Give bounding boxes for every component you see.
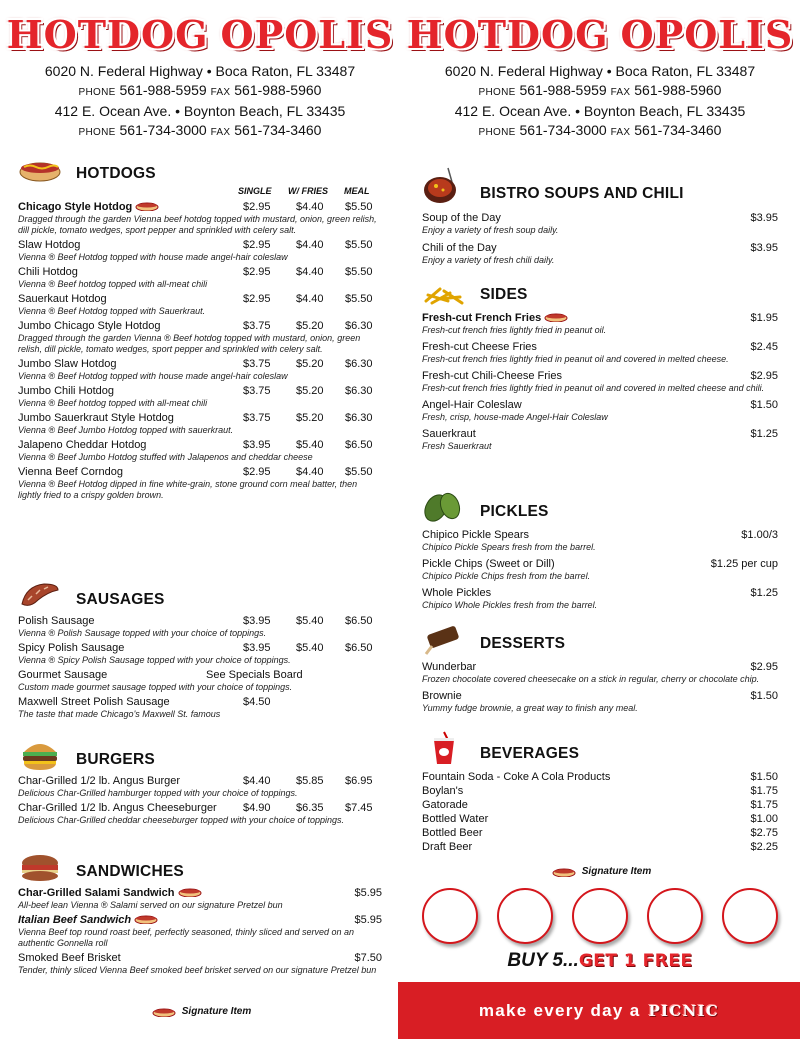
- item-description: Fresh, crisp, house-made Angel-Hair Coleslaw: [422, 412, 608, 422]
- logo-word-2: OPOLIS: [220, 11, 394, 57]
- item-name: Fresh-cut French Fries: [422, 312, 542, 324]
- item-price: $1.25 per cup: [710, 558, 778, 570]
- item-description: Fresh-cut french fries lightly fried in peanut oil and covered in melted cheese.: [422, 354, 729, 364]
- item-description: Vienna ® Beef Jumbo Hotdog topped with sauerkraut.: [18, 425, 234, 435]
- item-name: Gourmet Sausage: [18, 669, 108, 681]
- item-price: $3.95: [750, 242, 778, 254]
- item-price-p3: $5.50: [345, 466, 373, 478]
- logo-word-1: HOTDOG: [6, 11, 209, 57]
- menu-item: [18, 320, 382, 355]
- menu-item: [18, 266, 382, 290]
- item-name: Smoked Beef Brisket: [18, 952, 121, 964]
- item-name: Maxwell Street Polish Sausage: [18, 696, 170, 708]
- menu-item: [18, 914, 382, 949]
- punch-circle: [722, 888, 778, 944]
- menu-item: [18, 887, 382, 911]
- item-price-p1: $4.40: [243, 775, 271, 787]
- item-description: Yummy fudge brownie, a great way to finish any meal.: [422, 703, 638, 713]
- menu-item: [422, 558, 778, 582]
- brand-logo: [406, 0, 794, 62]
- section-burgers: [18, 738, 382, 826]
- item-price-p2: $5.40: [296, 439, 324, 451]
- logo-word-2: OPOLIS: [620, 11, 794, 57]
- item-price-p3: $5.50: [345, 293, 373, 305]
- punch-card: [422, 888, 778, 944]
- item-name: Jumbo Chili Hotdog: [18, 385, 114, 397]
- menu-item: [422, 661, 778, 685]
- beverage-item: [422, 826, 778, 840]
- banner-text: make every day a: [478, 1000, 641, 1020]
- pickle-icon: [422, 490, 466, 524]
- beverage-item: [422, 840, 778, 854]
- section-title: DESSERTS: [480, 635, 566, 652]
- section-soups: [422, 162, 778, 266]
- item-description: Tender, thinly sliced Vienna Beef smoked beef brisket served on our signature Pretzel bun: [18, 965, 377, 975]
- item-name: Vienna Beef Corndog: [18, 466, 123, 478]
- item-description: Chipico Pickle Chips fresh from the barrel.: [422, 571, 591, 581]
- item-name: Jumbo Sauerkraut Style Hotdog: [18, 412, 174, 424]
- menu-item: [18, 439, 382, 463]
- address-line-2: 412 E. Ocean Ave. • Boynton Beach, FL 33435: [454, 103, 746, 119]
- item-price-p1: $2.95: [243, 266, 271, 278]
- item-price-p2: $4.40: [296, 466, 324, 478]
- item-price-p1: $3.75: [243, 320, 271, 332]
- brand-logo: [6, 0, 394, 62]
- menu-item: [18, 385, 382, 409]
- section-sides: [422, 277, 778, 452]
- section-desserts: [422, 622, 778, 714]
- section-sausages: [18, 578, 382, 720]
- item-price-p2: $5.40: [296, 642, 324, 654]
- item-description: Enjoy a variety of fresh soup daily.: [422, 225, 559, 235]
- signature-legend-right: Signature Item: [400, 866, 800, 877]
- item-price-p1: $2.95: [243, 239, 271, 251]
- menu-item: [422, 399, 778, 423]
- item-price: $1.00: [750, 813, 778, 825]
- contact-line-1: PHONE 561-988-5959 FAX 561-988-5960: [478, 81, 722, 98]
- item-price: $2.25: [750, 841, 778, 853]
- item-price-p1: $3.75: [243, 412, 271, 424]
- item-price: $1.50: [750, 399, 778, 411]
- right-column: [400, 0, 800, 1039]
- menu-item: [18, 802, 382, 826]
- item-name: Fountain Soda - Coke A Cola Products: [422, 771, 611, 783]
- item-price-p2: $5.85: [296, 775, 324, 787]
- menu-item: [422, 212, 778, 236]
- item-price-p3: $6.30: [345, 358, 373, 370]
- item-description: Dragged through the garden Vienna beef hotdog topped with mustard, onion, green relish, dill pickle, tomato wedges, sport pepper and sprinkled with celery salt.: [18, 214, 377, 235]
- section-title: BISTRO SOUPS AND CHILI: [480, 185, 684, 202]
- item-name: Wunderbar: [422, 661, 477, 673]
- address-line-1: 6020 N. Federal Highway • Boca Raton, FL 33487: [44, 63, 356, 79]
- item-description: Fresh-cut french fries lightly fried in peanut oil.: [422, 325, 607, 335]
- menu-item: [422, 370, 778, 394]
- get-1-free: GET 1 FREE: [578, 951, 693, 971]
- item-description: All-beef lean Vienna ® Salami served on our signature Pretzel bun: [18, 900, 283, 910]
- item-price-p3: $6.95: [345, 775, 373, 787]
- item-name: Chili of the Day: [422, 242, 497, 254]
- item-price: $1.25: [750, 428, 778, 440]
- buy-5-promo: BUY 5...GET 1 FREE: [507, 950, 693, 971]
- banner-picnic: PICNIC: [648, 1001, 720, 1020]
- item-price: $5.95: [354, 887, 382, 899]
- item-price: $1.75: [750, 785, 778, 797]
- item-price-p2: $4.40: [296, 293, 324, 305]
- menu-item: [422, 690, 778, 714]
- menu-item: [422, 242, 778, 266]
- menu-item: [422, 341, 778, 365]
- punch-circle: [497, 888, 553, 944]
- menu-item: [422, 587, 778, 611]
- item-price: $2.95: [750, 370, 778, 382]
- item-name: Polish Sausage: [18, 615, 95, 627]
- item-price-p1: $2.95: [243, 466, 271, 478]
- item-description: Vienna ® Beef hotdog topped with all-meat chili: [18, 279, 208, 289]
- item-name: Brownie: [422, 690, 462, 702]
- item-description: Vienna ® Beef Hotdog topped with house made angel-hair coleslaw: [18, 252, 288, 262]
- signature-item-icon: [135, 201, 159, 211]
- sandwich-icon: [18, 850, 62, 884]
- contact-line-2: PHONE 561-734-3000 FAX 561-734-3460: [478, 121, 722, 138]
- beverage-item: [422, 812, 778, 826]
- contact-line-1: PHONE 561-988-5959 FAX 561-988-5960: [78, 81, 322, 98]
- item-name: Sauerkraut: [422, 428, 476, 440]
- item-description: Vienna ® Beef Jumbo Hotdog stuffed with Jalapenos and cheddar cheese: [18, 452, 313, 462]
- item-price-p3: $6.30: [345, 385, 373, 397]
- item-price-p2: $5.20: [296, 320, 324, 332]
- item-price: $1.00/3: [741, 529, 778, 541]
- menu-item: [422, 428, 778, 452]
- item-description: Delicious Char-Grilled cheddar cheeseburger topped with your choice of toppings.: [18, 815, 345, 825]
- item-name: Whole Pickles: [422, 587, 492, 599]
- menu-item: [18, 615, 382, 639]
- item-price: $2.75: [750, 827, 778, 839]
- item-name: Fresh-cut Chili-Cheese Fries: [422, 370, 562, 382]
- item-price-p2: $5.20: [296, 358, 324, 370]
- item-name: Char-Grilled 1/2 lb. Angus Cheeseburger: [18, 802, 217, 814]
- item-price: $7.50: [354, 952, 382, 964]
- item-description: Vienna ® Beef Hotdog dipped in fine white-grain, stone ground corn meal batter, then lightly fried to a crispy golden brown.: [18, 479, 358, 500]
- item-price-p2: $4.40: [296, 266, 324, 278]
- item-name: Italian Beef Sandwich: [18, 914, 132, 926]
- item-name: Spicy Polish Sausage: [18, 642, 125, 654]
- menu-item: [18, 293, 382, 317]
- item-price-p2: $5.40: [296, 615, 324, 627]
- address-block: [18, 62, 382, 142]
- fax-2: 561-734-3460: [634, 121, 722, 138]
- item-name: Sauerkaut Hotdog: [18, 293, 107, 305]
- menu-item: [18, 412, 382, 436]
- menu-item: [18, 239, 382, 263]
- beverage-item: [422, 770, 778, 784]
- item-description: Vienna Beef top round roast beef, perfectly seasoned, thinly sliced and served on an authentic Gonnella roll: [18, 927, 355, 948]
- item-description: Dragged through the garden Vienna ® Beef hotdog topped with mustard, onion, green relish, dill pickle, tomato wedges, sport pepper and sprinkled with celery salt.: [18, 333, 361, 354]
- section-title: PICKLES: [480, 503, 549, 520]
- item-description: Vienna ® Beef Hotdog topped with house made angel-hair coleslaw: [18, 371, 288, 381]
- item-price-p1: $3.95: [243, 615, 271, 627]
- item-name: Jumbo Slaw Hotdog: [18, 358, 117, 370]
- menu-item: [18, 466, 382, 501]
- item-description: Fresh-cut french fries lightly fried in peanut oil and covered in melted cheese and chili.: [422, 383, 765, 393]
- item-price-p1: $4.90: [243, 802, 271, 814]
- signature-item-icon: [544, 312, 568, 322]
- phone-2[interactable]: 561-734-3000: [519, 121, 607, 138]
- item-price: $5.95: [354, 914, 382, 926]
- item-description: Vienna ® Beef Hotdog topped with Sauerkraut.: [18, 306, 206, 316]
- signature-item-icon: [552, 867, 576, 877]
- item-description: Frozen chocolate covered cheesecake on a stick in regular, cherry or chocolate chip.: [422, 674, 760, 684]
- item-name: Jumbo Chicago Style Hotdog: [18, 320, 161, 332]
- item-name: Soup of the Day: [422, 212, 501, 224]
- section-title: BEVERAGES: [480, 745, 580, 762]
- item-price-p2: $5.20: [296, 412, 324, 424]
- signature-item-icon: [152, 1007, 176, 1017]
- item-price-p3: $6.50: [345, 615, 373, 627]
- item-name: Chipico Pickle Spears: [422, 529, 529, 541]
- beverage-item: [422, 784, 778, 798]
- item-name: Chicago Style Hotdog: [18, 201, 133, 213]
- menu-item: [422, 529, 778, 553]
- menu-item: [18, 358, 382, 382]
- item-description: Enjoy a variety of fresh chili daily.: [422, 255, 555, 265]
- sausage-icon: [18, 578, 62, 612]
- fax-2: 561-734-3460: [234, 121, 322, 138]
- item-name: Bottled Water: [422, 813, 489, 825]
- item-price-p3: $5.50: [345, 201, 373, 213]
- section-title: SIDES: [480, 286, 528, 303]
- menu-item: [18, 775, 382, 799]
- soda-cup-icon: [422, 730, 466, 766]
- section-hotdogs: [18, 152, 382, 501]
- section-title: SANDWICHES: [76, 863, 184, 880]
- item-price: $3.95: [750, 212, 778, 224]
- item-description: Chipico Whole Pickles fresh from the barrel.: [422, 600, 598, 610]
- hotdog-icon: [18, 152, 62, 186]
- address-line-1: 6020 N. Federal Highway • Boca Raton, FL 33487: [444, 63, 756, 79]
- beverage-item: [422, 798, 778, 812]
- item-name: Boylan's: [422, 785, 464, 797]
- phone-1[interactable]: 561-988-5959: [119, 81, 207, 98]
- item-description: Vienna ® Spicy Polish Sausage topped with your choice of toppings.: [18, 655, 291, 665]
- address-line-2: 412 E. Ocean Ave. • Boynton Beach, FL 33435: [54, 103, 346, 119]
- item-description: The taste that made Chicago's Maxwell St. famous: [18, 709, 221, 719]
- item-name: Pickle Chips (Sweet or Dill): [422, 558, 555, 570]
- item-price-p3: $6.30: [345, 320, 373, 332]
- section-title: HOTDOGS: [76, 165, 156, 182]
- burger-icon: [18, 738, 62, 772]
- signature-legend-left: Signature Item: [0, 1006, 400, 1017]
- section-title: BURGERS: [76, 751, 155, 768]
- item-price-p1: $3.95: [243, 642, 271, 654]
- phone-1[interactable]: 561-988-5959: [519, 81, 607, 98]
- item-description: Vienna ® Beef hotdog topped with all-meat chili: [18, 398, 208, 408]
- item-name: Char-Grilled 1/2 lb. Angus Burger: [18, 775, 181, 787]
- item-price-p1: $3.75: [243, 358, 271, 370]
- menu-item: [18, 696, 382, 720]
- item-price-p3: $7.45: [345, 802, 373, 814]
- item-price-p1: $2.95: [243, 293, 271, 305]
- item-description: Custom made gourmet sausage topped with your choice of toppings.: [18, 682, 293, 692]
- item-price-p2: $4.40: [296, 239, 324, 251]
- menu-item: [18, 669, 382, 693]
- item-price-p3: $6.30: [345, 412, 373, 424]
- item-name: Jalapeno Cheddar Hotdog: [18, 439, 147, 451]
- item-price: $1.75: [750, 799, 778, 811]
- phone-2[interactable]: 561-734-3000: [119, 121, 207, 138]
- item-price: $1.95: [750, 312, 778, 324]
- item-price-p3: $6.50: [345, 642, 373, 654]
- item-name: Bottled Beer: [422, 827, 483, 839]
- item-name: Slaw Hotdog: [18, 239, 81, 251]
- item-price-p3: $5.50: [345, 239, 373, 251]
- bottom-banner: [398, 982, 800, 1039]
- price-column-headers: SINGLE W/ FRIES MEAL: [238, 186, 370, 196]
- section-title: SAUSAGES: [76, 591, 165, 608]
- signature-item-icon: [134, 914, 158, 924]
- item-price: $1.25: [750, 587, 778, 599]
- punch-circle: [572, 888, 628, 944]
- fries-icon: [422, 281, 466, 307]
- item-name: Gatorade: [422, 799, 468, 811]
- logo-word-1: HOTDOG: [406, 11, 609, 57]
- punch-circle: [647, 888, 703, 944]
- item-name: Chili Hotdog: [18, 266, 78, 278]
- item-price-p2: $4.40: [296, 201, 324, 213]
- dessert-bar-icon: [422, 622, 466, 656]
- item-price-p1: $4.50: [243, 696, 271, 708]
- section-sandwiches: [18, 850, 382, 976]
- item-price-p2: $5.20: [296, 385, 324, 397]
- menu-item: [18, 952, 382, 976]
- item-price: $2.95: [750, 661, 778, 673]
- menu-item: [18, 201, 382, 236]
- item-price-p2: $6.35: [296, 802, 324, 814]
- chili-bowl-icon: [422, 166, 466, 206]
- punch-circle: [422, 888, 478, 944]
- item-name: Draft Beer: [422, 841, 473, 853]
- item-description: Vienna ® Polish Sausage topped with your choice of toppings.: [18, 628, 267, 638]
- item-price-p1: $3.75: [243, 385, 271, 397]
- item-price-p1: $3.95: [243, 439, 271, 451]
- item-name: Angel-Hair Coleslaw: [422, 399, 522, 411]
- item-price-p1: $2.95: [243, 201, 271, 213]
- item-price: $1.50: [750, 690, 778, 702]
- item-name: Fresh-cut Cheese Fries: [422, 341, 537, 353]
- contact-line-2: PHONE 561-734-3000 FAX 561-734-3460: [78, 121, 322, 138]
- section-beverages: [422, 730, 778, 854]
- section-pickles: [422, 490, 778, 611]
- fax-1: 561-988-5960: [634, 81, 722, 98]
- item-description: Fresh Sauerkraut: [422, 441, 492, 451]
- item-name: Char-Grilled Salami Sandwich: [18, 887, 175, 899]
- menu-item: [422, 312, 778, 336]
- address-block: [422, 62, 778, 142]
- item-price-p3: $6.50: [345, 439, 373, 451]
- item-description: Delicious Char-Grilled hamburger topped with your choice of toppings.: [18, 788, 298, 798]
- signature-item-icon: [178, 887, 202, 897]
- item-description: Chipico Pickle Spears fresh from the barrel.: [422, 542, 596, 552]
- item-note: See Specials Board: [206, 669, 303, 681]
- item-price: $2.45: [750, 341, 778, 353]
- item-price: $1.50: [750, 771, 778, 783]
- menu-item: [18, 642, 382, 666]
- item-price-p3: $5.50: [345, 266, 373, 278]
- fax-1: 561-988-5960: [234, 81, 322, 98]
